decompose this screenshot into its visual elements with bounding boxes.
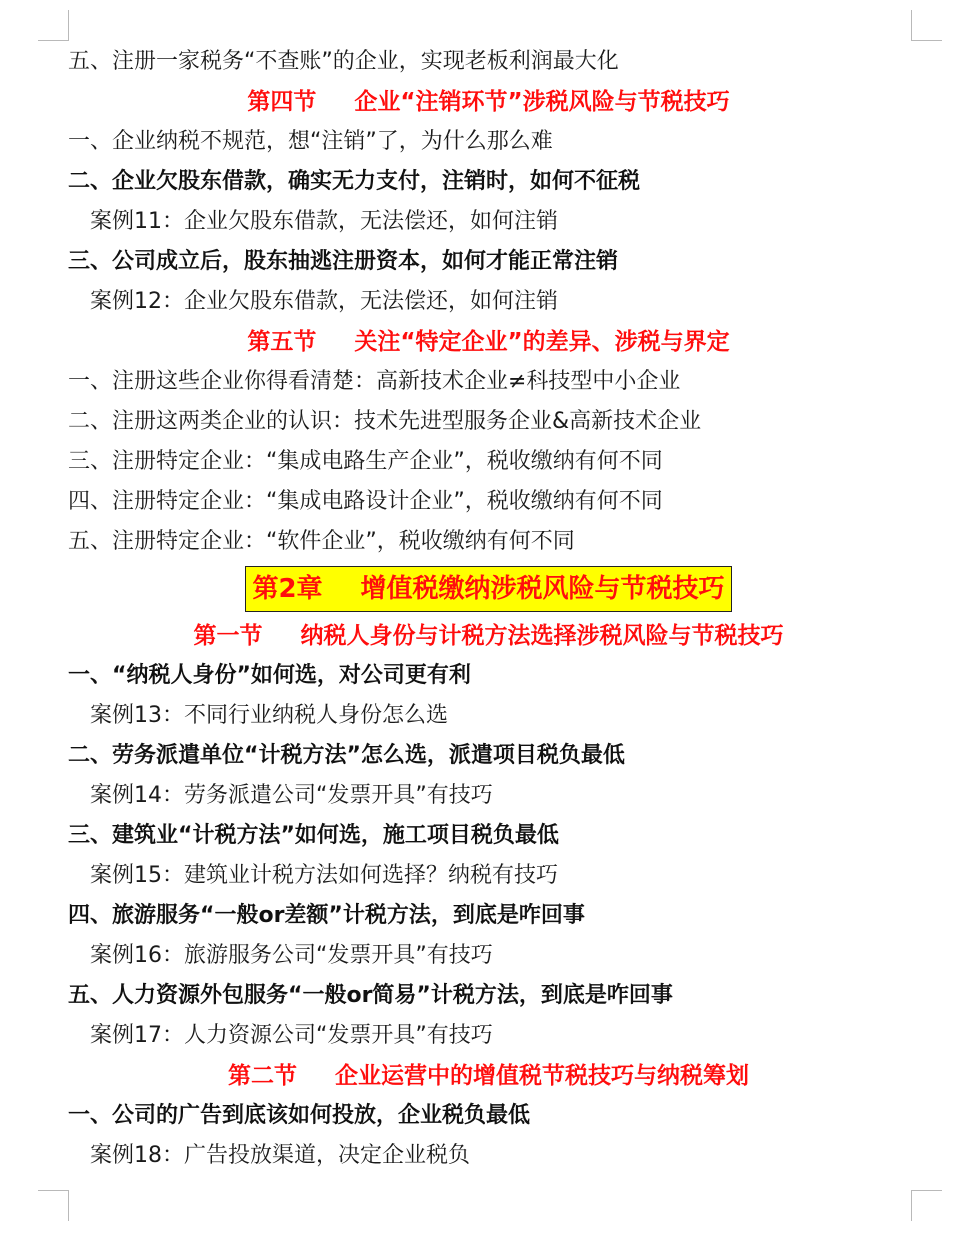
section-title: 关注“特定企业”的差异、涉税与界定 bbox=[354, 329, 730, 355]
outline-item: 二、劳务派遣单位“计税方法”怎么选，派遣项目税负最低 bbox=[68, 743, 625, 768]
outline-item: 五、人力资源外包服务“一般or简易”计税方法，到底是咋回事 bbox=[68, 983, 673, 1008]
case-item: 案例11：企业欠股东借款，无法偿还，如何注销 bbox=[90, 209, 558, 234]
chapter-highlight-box bbox=[245, 566, 731, 612]
outline-item: 四、旅游服务“一般or差额”计税方法，到底是咋回事 bbox=[68, 903, 585, 928]
crop-mark-bottom-left bbox=[38, 1190, 69, 1221]
crop-mark-bottom-right bbox=[911, 1190, 942, 1221]
chapter-title: 增值税缴纳涉税风险与节税技巧 bbox=[360, 574, 725, 604]
outline-item: 二、注册这两类企业的认识：技术先进型服务企业&高新技术企业 bbox=[68, 409, 702, 434]
outline-item: 三、公司成立后，股东抽逃注册资本，如何才能正常注销 bbox=[68, 249, 619, 274]
case-item: 案例16：旅游服务公司“发票开具”有技巧 bbox=[90, 943, 493, 968]
outline-item: 四、注册特定企业：“集成电路设计企业”，税收缴纳有何不同 bbox=[68, 489, 663, 514]
outline-item: 五、注册一家税务“不查账”的企业，实现老板利润最大化 bbox=[68, 49, 619, 74]
section-title: 企业“注销环节”涉税风险与节税技巧 bbox=[354, 89, 730, 115]
case-item: 案例13：不同行业纳税人身份怎么选 bbox=[90, 703, 448, 728]
crop-mark-top-right bbox=[911, 10, 942, 41]
section-heading bbox=[0, 322, 977, 362]
outline-item: 三、注册特定企业：“集成电路生产企业”，税收缴纳有何不同 bbox=[68, 449, 663, 474]
document-body bbox=[0, 42, 977, 1176]
section-number: 第一节 bbox=[193, 623, 263, 649]
outline-item: 一、注册这些企业你得看清楚：高新技术企业≠科技型中小企业 bbox=[68, 369, 681, 394]
chapter-number: 第2章 bbox=[252, 574, 323, 604]
section-heading bbox=[0, 1056, 977, 1096]
crop-mark-top-left bbox=[38, 10, 69, 41]
section-number: 第五节 bbox=[247, 329, 317, 355]
section-heading bbox=[0, 82, 977, 122]
case-item: 案例15：建筑业计税方法如何选择？纳税有技巧 bbox=[90, 863, 558, 888]
section-title: 纳税人身份与计税方法选择涉税风险与节税技巧 bbox=[300, 623, 784, 649]
case-item: 案例17：人力资源公司“发票开具”有技巧 bbox=[90, 1023, 493, 1048]
outline-item: 五、注册特定企业：“软件企业”，税收缴纳有何不同 bbox=[68, 529, 575, 554]
section-number: 第四节 bbox=[247, 89, 317, 115]
section-number: 第二节 bbox=[228, 1063, 297, 1089]
chapter-heading bbox=[0, 564, 977, 616]
case-item: 案例12：企业欠股东借款，无法偿还，如何注销 bbox=[90, 289, 558, 314]
outline-item: 三、建筑业“计税方法”如何选，施工项目税负最低 bbox=[68, 823, 559, 848]
case-item: 案例18：广告投放渠道，决定企业税负 bbox=[90, 1143, 470, 1168]
outline-item: 一、企业纳税不规范，想“注销”了，为什么那么难 bbox=[68, 129, 553, 154]
section-title: 企业运营中的增值税节税技巧与纳税筹划 bbox=[335, 1063, 749, 1089]
section-heading bbox=[0, 616, 977, 656]
outline-item: 一、“纳税人身份”如何选，对公司更有利 bbox=[68, 663, 471, 688]
outline-item: 一、公司的广告到底该如何投放，企业税负最低 bbox=[68, 1103, 531, 1128]
outline-item: 二、企业欠股东借款，确实无力支付，注销时，如何不征税 bbox=[68, 169, 641, 194]
case-item: 案例14：劳务派遣公司“发票开具”有技巧 bbox=[90, 783, 493, 808]
